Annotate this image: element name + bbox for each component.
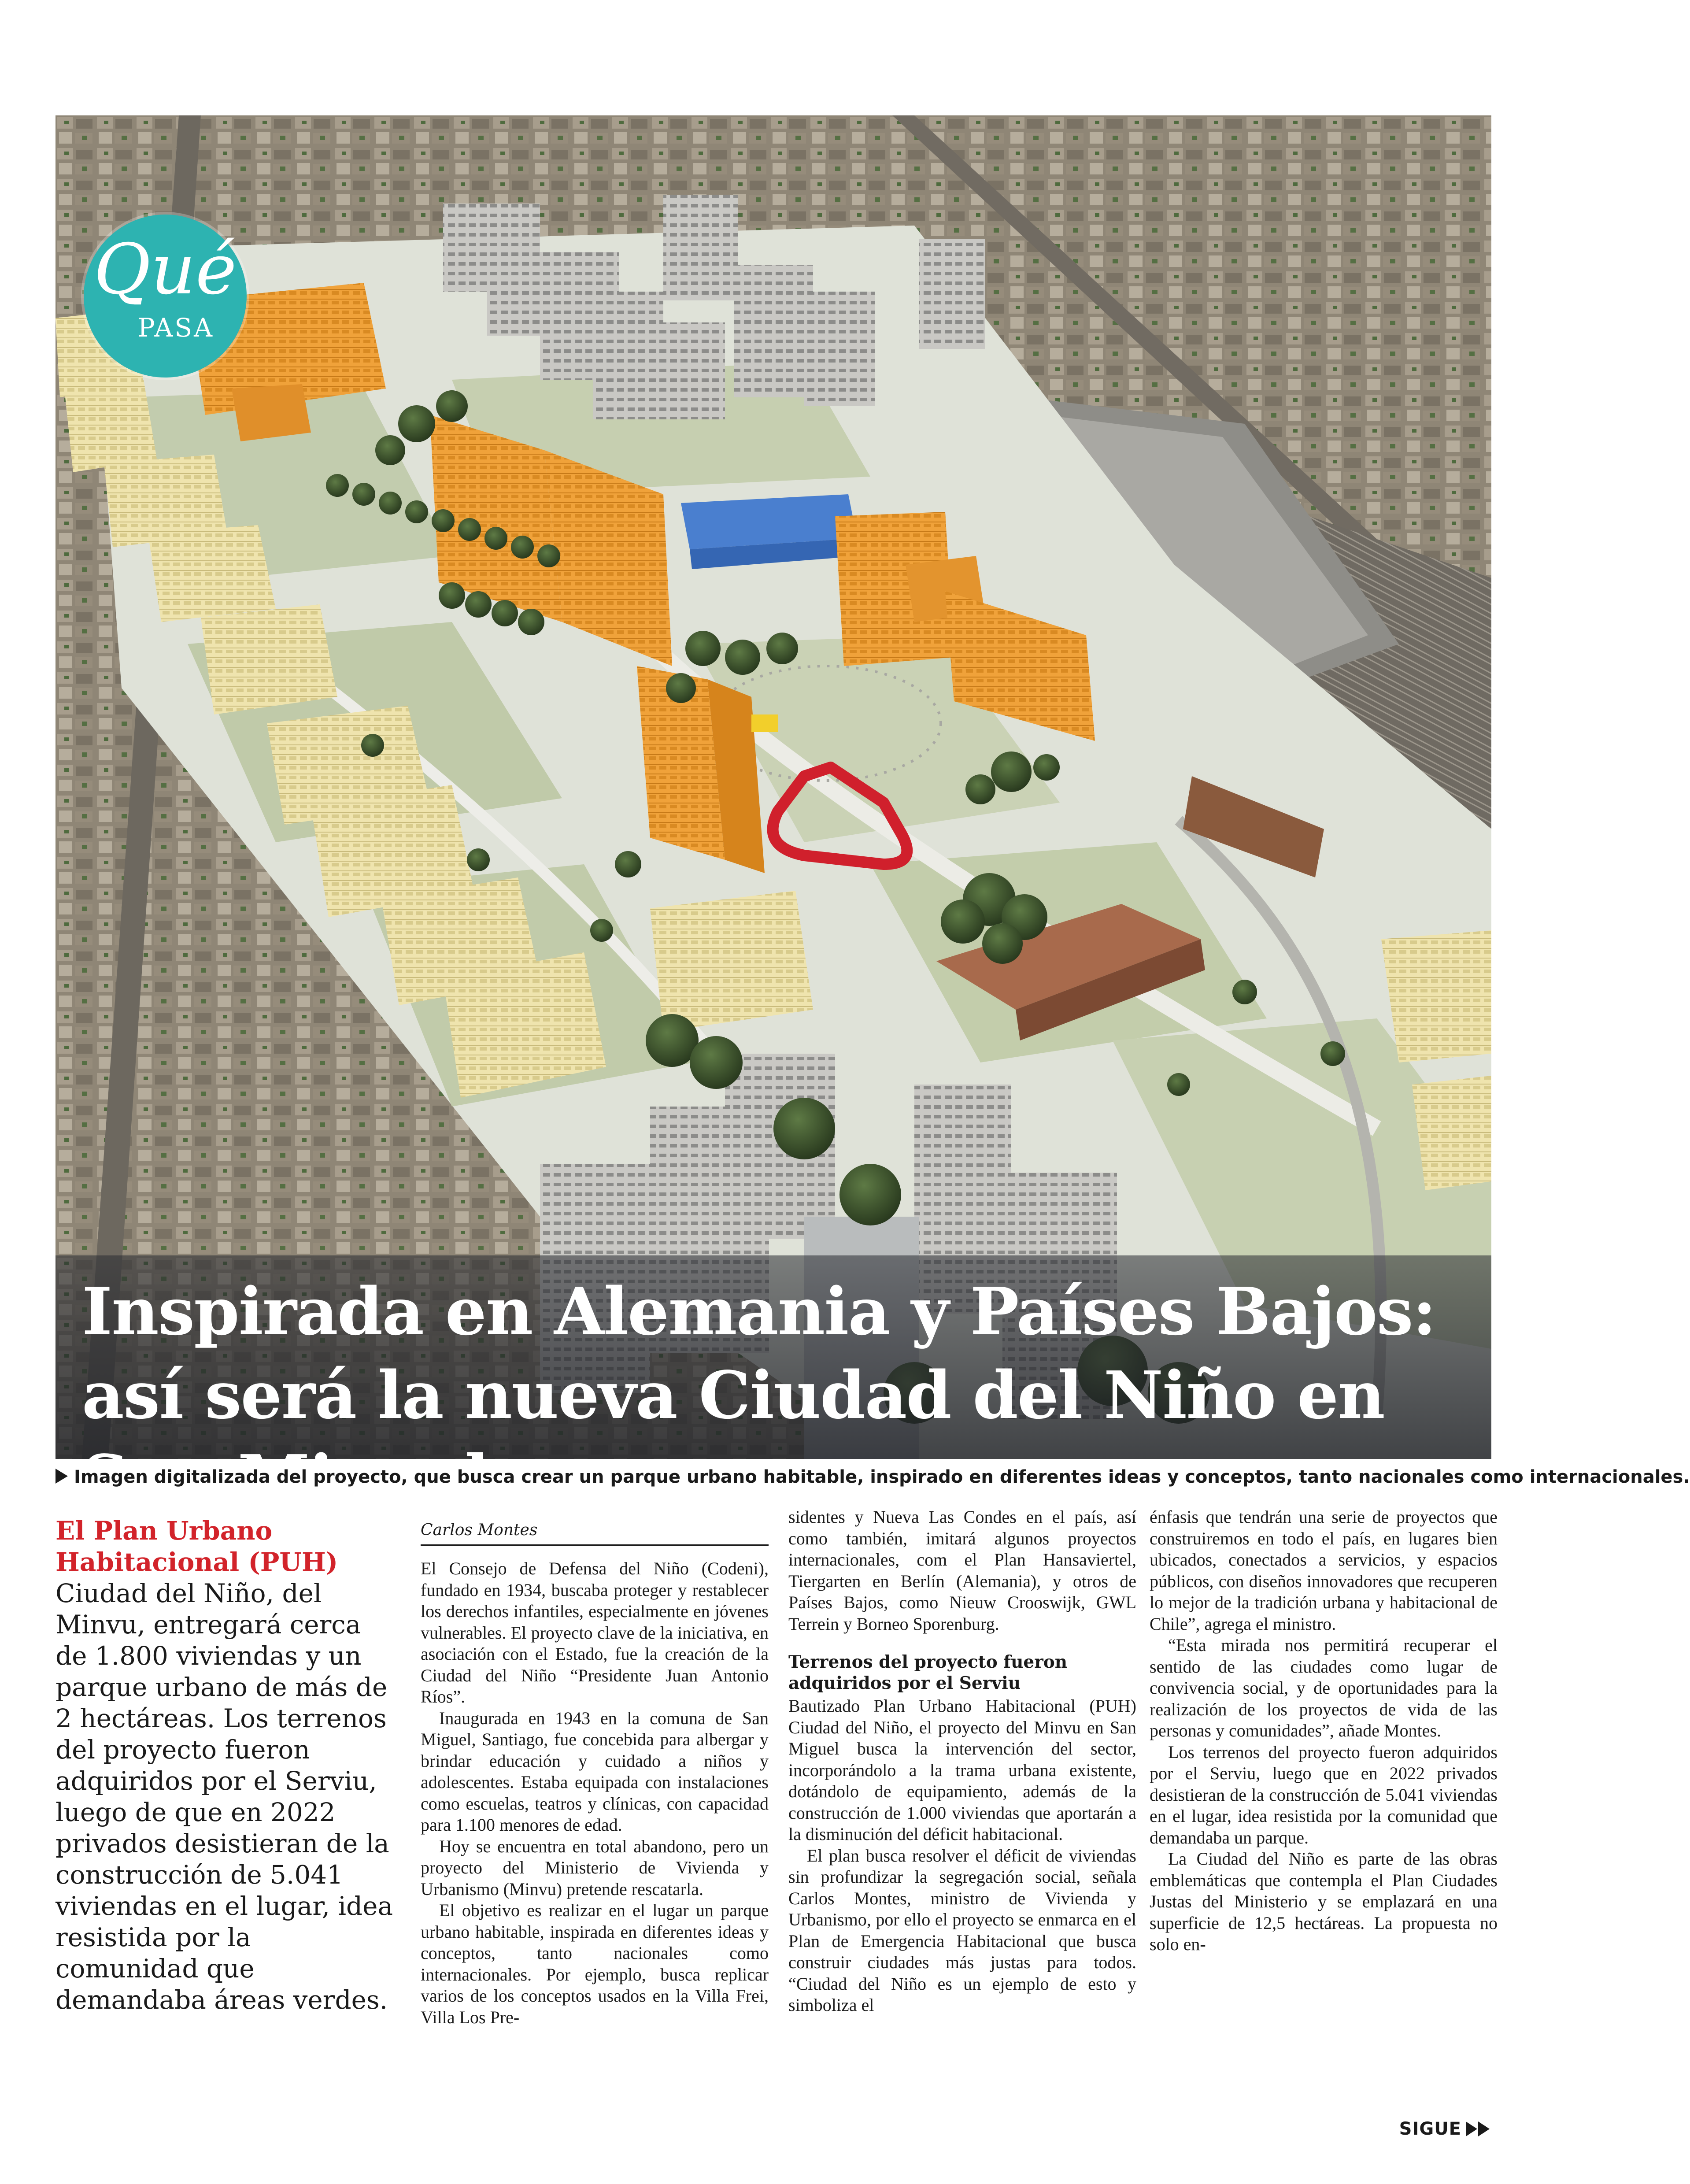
body-column-2: [788, 1507, 1136, 2016]
paragraph: “Esta mirada nos permitirá recuperar el sentido de las ciudades como lugar de convivencia social, y de oportunidades para la realización de los proyectos de vida de las personas y comunidades”, añade Montes.: [1150, 1635, 1498, 1740]
lead-paragraph: [55, 1515, 399, 2016]
paragraph: Inaugurada en 1943 en la comuna de San Miguel, Santiago, fue concebida para albergar y brindar educación y cuidado a niños y adolescentes. Estaba equipada con instalaciones como escuelas, teatros y clínicas, con capacidad para 1.100 menores de edad.: [421, 1708, 769, 1835]
paragraph: El plan busca resolver el déficit de viviendas sin profundizar la segregación social, señala Carlos Montes, ministro de Vivienda y Urbanismo, por ello el proyecto se enmarca en el Plan de Emergencia Habitacional que busca construir ciudades más justas para todos. “Ciudad del Niño es un ejemplo de esto y simboliza el: [788, 1845, 1136, 2015]
paragraph: La Ciudad del Niño es parte de las obras emblemáticas que contempla el Plan Ciudades Justas del Ministerio y se emplazará en una superficie de 12,5 hectáreas. La propuesta no solo en-: [1150, 1849, 1498, 1954]
que-pasa-logo: [84, 215, 247, 378]
continue-marker: [1399, 2119, 1490, 2139]
paragraph: Hoy se encuentra en total abandono, pero un proyecto del Ministerio de Vivienda y Urbanismo (Minvu) pretende rescatarla.: [421, 1836, 769, 1899]
paragraph: Los terrenos del proyecto fueron adquiridos por el Serviu, luego que en 2022 privados desistieran de la construcción de 5.041 viviendas en el lugar, idea resistida por la comunidad que demandaba un parque.: [1150, 1742, 1498, 1847]
lead-highlight: El Plan Urbano Habitacional (PUH): [55, 1516, 338, 1577]
body-column-3: [1150, 1507, 1498, 1955]
subheading: Terrenos del proyecto fueron adquiridos por el Serviu: [788, 1652, 1068, 1693]
paragraph: El objetivo es realizar en el lugar un parque urbano habitable, inspirada en diferentes ideas y conceptos, tanto nacionales como internacionales. Por ejemplo, busca replicar varios de los conceptos usados en la Villa Frei, Villa Los Pre-: [421, 1900, 769, 2027]
triangle-bullet-icon: [55, 1469, 68, 1484]
paragraph: Bautizado Plan Urbano Habitacional (PUH) Ciudad del Niño, el proyecto del Minvu en San Miguel busca la intervención del sector, incorporándolo a la trama urbana existente, dotándolo de equipamiento, además de la construcción de 1.000 viviendas que aportarán a la disminución del déficit habitacional.: [788, 1696, 1136, 1844]
lead-text: Ciudad del Niño, del Minvu, entregará cerca de 1.800 viviendas y un parque urbano de más de 2 hectáreas. Los terrenos del proyecto fueron adquiridos por el Serviu, luego de que en 2022 privados desistieran de la construcción de 5.041 viviendas en el lugar, idea resistida por la comunidad que demandaba áreas verdes.: [55, 1578, 393, 2015]
logo-que: Qué: [93, 229, 237, 310]
caption-text: Imagen digitalizada del proyecto, que busca crear un parque urbano habitable, inspirado en diferentes ideas y conceptos, tanto nacionales como internacionales.: [74, 1467, 1690, 1487]
double-arrow-icon: [1465, 2119, 1490, 2139]
byline: Carlos Montes: [421, 1520, 769, 1546]
paragraph: sidentes y Nueva Las Condes en el país, así como también, imitará algunos proyectos internacionales, com el Plan Hansaviertel, Tiergarten en Berlín (Alemania), y otros de Países Bajos, como Nieuw Crooswijk, GWL Terrein y Borneo Sporenburg.: [788, 1507, 1136, 1634]
body-column-1: [421, 1520, 769, 2028]
image-caption: [55, 1467, 1690, 1487]
headline: Inspirada en Alemania y Países Bajos: así será la nueva Ciudad del Niño en San Miguel: [82, 1273, 1436, 1517]
logo-pasa: PASA: [137, 313, 214, 343]
paragraph: énfasis que tendrán una serie de proyectos que construiremos en todo el país, en lugares bien ubicados, conectados a servicios, y espacios públicos, con diseños innovadores que recuperen lo mejor de la tradición urbana y habitacional de Chile”, agrega el ministro.: [1150, 1507, 1498, 1634]
paragraph: El Consejo de Defensa del Niño (Codeni), fundado en 1934, buscaba proteger y restablecer los derechos infantiles, especialmente en jóvenes vulnerables. El proyecto clave de la iniciativa, en asociación con el Estado, fue la creación de la Ciudad del Niño “Presidente Juan Antonio Ríos”.: [421, 1558, 769, 1706]
sigue-label: SIGUE: [1399, 2119, 1461, 2139]
